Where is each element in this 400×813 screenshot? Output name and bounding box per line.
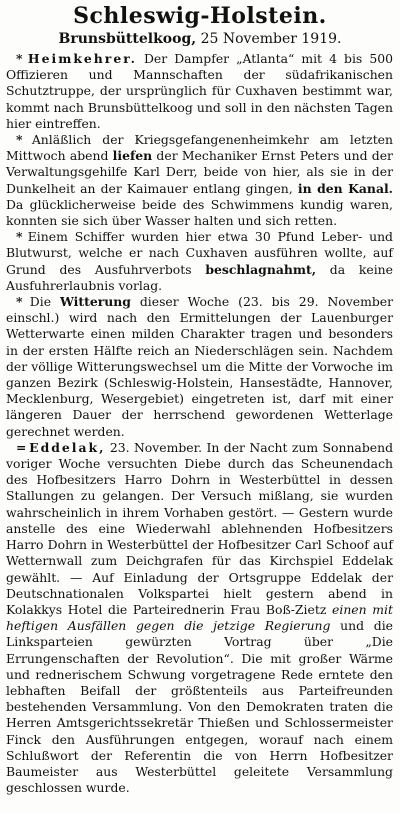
emphasis-text: liefen	[112, 148, 153, 164]
paragraph-text: der Mechaniker Ernst Peters und der Verwaltungsgehilfe Karl Derr, beide von hier, als sie in der Dunkelheit an der Kaimauer entlang gingen,	[6, 148, 393, 196]
paragraph-text: und die Linksparteien gewürzten Vortrag über „Die Errungenschaften der Revolution“. Die mit großer Wärme und rednerischem Schwung vorgetragene Rede erntete den lebhaften Beifall der größtenteils aus Parteifreunden bestehenden Versammlung. Von den Demokraten traten die Herren Amtsgerichtssekretär Thießen und Schlossermeister Finck den Ausführungen entgegen, worauf nach einem Schlußwort der Referentin die von Herrn Hofbesitzer Baumeister aus Westerbüttel geleitete Versammlung geschlossen wurde.	[6, 618, 393, 796]
paragraph-marker: *	[16, 294, 30, 310]
paragraph-lead: Heimkehrer.	[27, 51, 137, 66]
paragraph-marker: *	[16, 132, 32, 148]
emphasis-text: Witterung	[59, 294, 131, 310]
emphasis-text: beschlagnahmt,	[205, 261, 317, 277]
paragraph-text: Anläßlich der Kriegsgefangenenheimkehr am letzten Mittwoch abend	[6, 132, 393, 164]
dateline	[0, 30, 400, 48]
dateline-place: Brunsbüttelkoog,	[58, 31, 197, 47]
paragraph-text: da keine Ausfuhrerlaubnis vorlag.	[6, 261, 393, 293]
paragraph-marker: *	[16, 229, 28, 245]
emphasis-text: in den Kanal.	[297, 180, 393, 196]
paragraph-marker: =	[16, 439, 30, 455]
paragraph-text: Einem Schiffer wurden hier etwa 30 Pfund Leber- und Blutwurst, welche er nach Cuxhaven ausführen wollte, auf Grund des Ausfuhrverbots	[6, 229, 393, 277]
paragraph-text: dieser Woche (23. bis 29. November einschl.) wird nach den Ermittelungen der Lauenburger Wetterwarte einen milden Charakter tragen und besonders in der ersten Hälfte reich an Niederschlägen sein. Nachdem der völlige Witterungswechsel um die Mitte der Vorwoche im ganzen Bezirk (Schleswig-Holstein, Hansestädte, Hannover, Mecklenburg, Wesergebiet) eingetreten ist, darf mit einer längeren Dauer der herrschend gewordenen Wetterlage gerechnet werden.	[6, 294, 394, 439]
article-body	[6, 51, 393, 796]
section-title: Schleswig-Holstein.	[73, 3, 327, 29]
emphasis-text: einen mit heftigen Ausfällen gegen die jetzige Regierung	[6, 601, 393, 634]
paragraph-witterung	[6, 294, 393, 440]
paragraph-text: Der Dampfer „Atlanta“ mit 4 bis 500 Offizieren und Mannschaften der südafrikanischen Schutztruppe, der ursprünglich für Cuxhaven bestimmt war, kommt nach Brunsbüttelkoog und soll in den nächsten Tagen hier eintreffen.	[6, 51, 393, 131]
paragraph-text: Da glücklicherweise beide des Schwimmens kundig waren, konnten sie sich über Wasser halten und sich retten.	[6, 196, 393, 229]
paragraph-beschlagnahme	[6, 229, 393, 294]
paragraph-text: 23. November. In der Nacht zum Sonnabend voriger Woche versuchten Diebe durch das Scheunendach des Hofbesitzers Harro Dohrn in Westerbüttel in dessen Stallungen zu gelangen. Der Versuch mißlang, sie wurden wahrscheinlich in ihrem Vorhaben gestört. — Gestern wurde anstelle des eine Wiederwahl ablehnenden Hofbesitzers Harro Dohrn in Westerbüttel der Hofbesitzer Carl Schoof auf Wetternwall zum Deichgrafen für das Kirchspiel Eddelak gewählt. — Auf Einladung der Ortsgruppe Eddelak der Deutschnationalen Volkspartei hielt gestern abend in Kolakkys Hotel die Parteirednerin Frau Boß-Zietz	[6, 439, 393, 617]
paragraph-text: Die	[29, 294, 60, 310]
paragraph-lead: Eddelak,	[29, 439, 106, 455]
dateline-date: 25 November 1919.	[200, 31, 342, 47]
paragraph-heimkehrer	[6, 51, 393, 132]
paragraph-kanal	[6, 132, 393, 229]
paragraph-eddelak	[6, 440, 393, 796]
paragraph-marker: *	[16, 51, 28, 66]
